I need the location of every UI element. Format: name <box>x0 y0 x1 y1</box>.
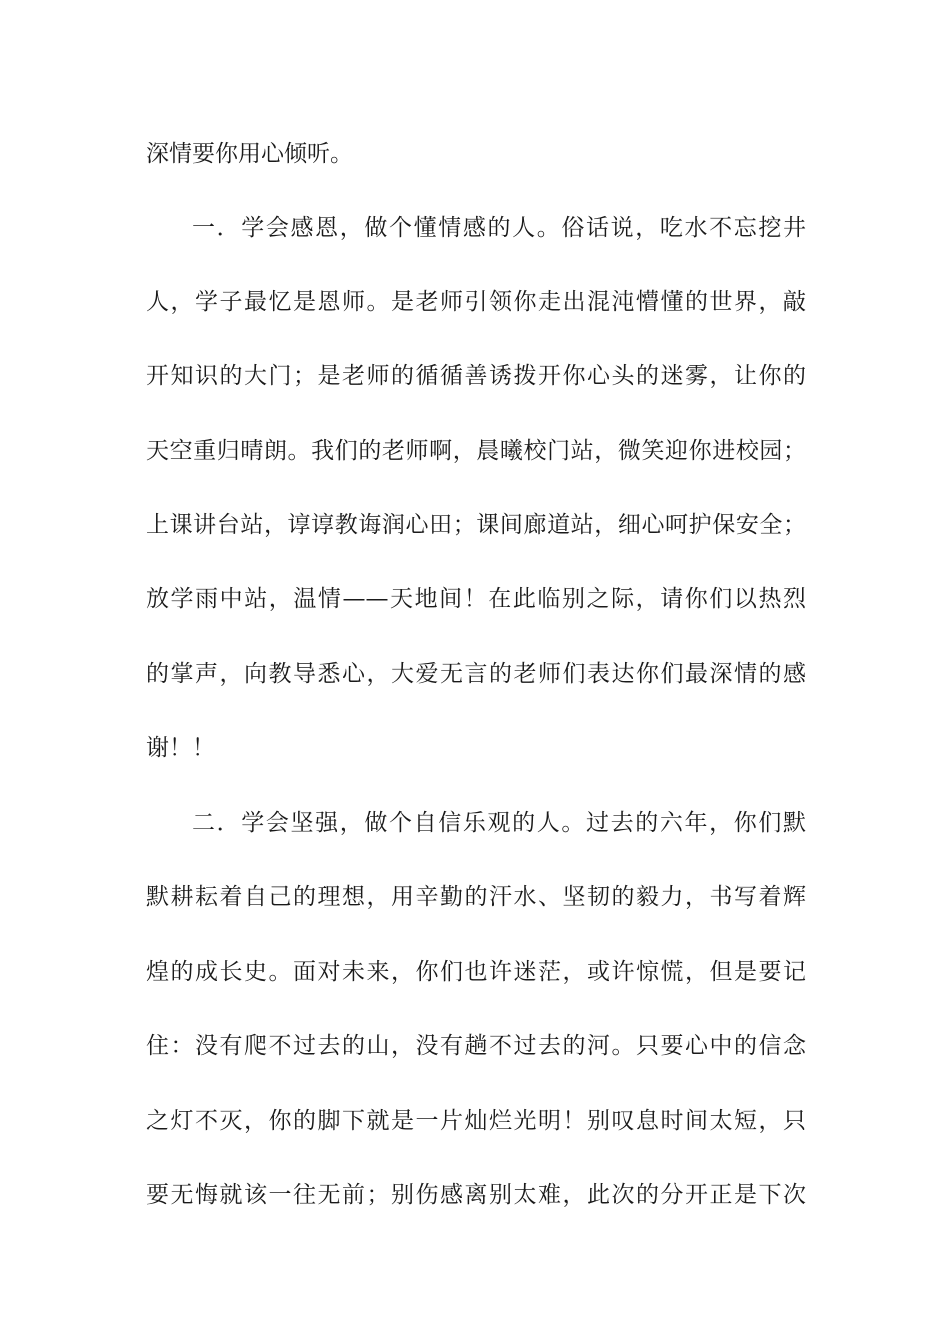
text-line: 的掌声，向教导悉心，大爱无言的老师们表达你们最深情的感 <box>146 661 806 687</box>
text-line: 放学雨中站，温情——天地间！在此临别之际，请你们以热烈 <box>146 586 806 612</box>
text-line: 谢！！ <box>146 735 215 761</box>
text-line: 煌的成长史。面对未来，你们也许迷茫，或许惊慌，但是要记 <box>146 959 806 985</box>
text-line: 深情要你用心倾听。 <box>146 141 353 167</box>
paragraph-2-first-line: 二．学会坚强，做个自信乐观的人。过去的六年，你们默 <box>192 810 806 836</box>
text-line: 要无悔就该一往无前；别伤感离别太难，此次的分开正是下次 <box>146 1182 806 1208</box>
text-line: 上课讲台站，谆谆教诲润心田；课间廊道站，细心呵护保安全； <box>146 512 806 538</box>
text-line: 天空重归晴朗。我们的老师啊，晨曦校门站，微笑迎你进校园； <box>146 438 806 464</box>
text-line: 之灯不灭，你的脚下就是一片灿烂光明！别叹息时间太短，只 <box>146 1108 806 1134</box>
text-line: 人，学子最忆是恩师。是老师引领你走出混沌懵懂的世界，敲 <box>146 289 806 315</box>
paragraph-1-first-line: 一．学会感恩，做个懂情感的人。俗话说，吃水不忘挖井 <box>192 215 806 241</box>
text-line: 住：没有爬不过去的山，没有趟不过去的河。只要心中的信念 <box>146 1033 806 1059</box>
text-line: 默耕耘着自己的理想，用辛勤的汗水、坚韧的毅力，书写着辉 <box>146 884 806 910</box>
text-line: 开知识的大门；是老师的循循善诱拨开你心头的迷雾，让你的 <box>146 363 806 389</box>
